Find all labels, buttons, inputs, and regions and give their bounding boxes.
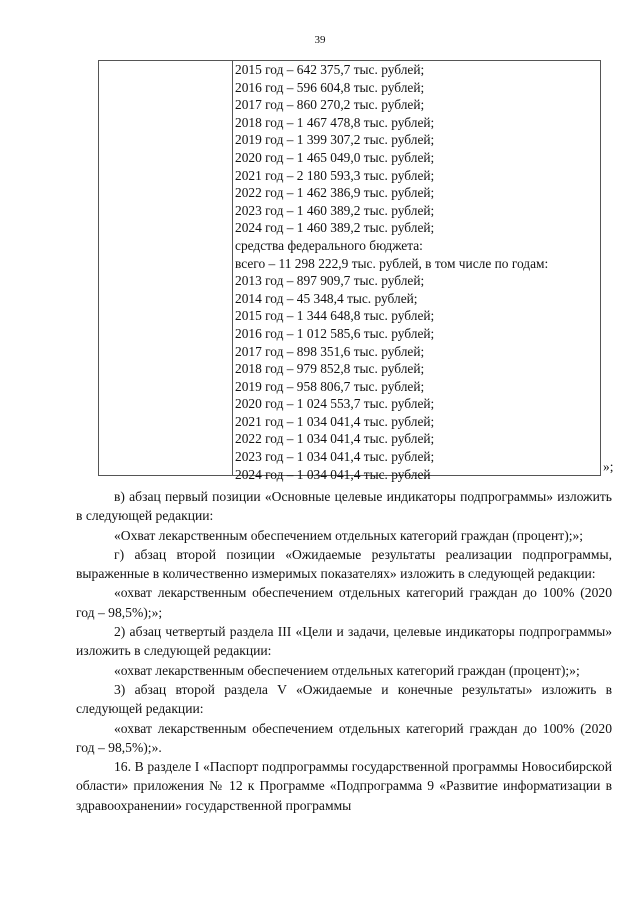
budget-line: 2015 год – 642 375,7 тыс. рублей;: [235, 62, 425, 77]
budget-line: 2015 год – 1 344 648,8 тыс. рублей;: [235, 308, 435, 324]
budget-line: 2019 год – 1 399 307,2 тыс. рублей;: [235, 132, 435, 148]
budget-line: 2022 год – 1 462 386,9 тыс. рублей;: [235, 185, 435, 201]
budget-line: 2023 год – 1 034 041,4 тыс. рублей;: [235, 449, 435, 465]
budget-line: 2017 год – 860 270,2 тыс. рублей;: [235, 97, 425, 113]
budget-lines-list: [235, 61, 595, 483]
paragraph: г) абзац второй позиции «Ожидаемые результаты реализации подпрограммы, выраженные в количественно измеримых показателях» изложить в следующей редакции:: [76, 546, 612, 582]
paragraph: 2) абзац четвертый раздела III «Цели и задачи, целевые индикаторы подпрограммы» изложить в следующей редакции:: [76, 624, 612, 659]
budget-line: 2024 год – 1 034 041,4 тыс. рублей: [235, 466, 431, 482]
budget-line: средства федерального бюджета:: [235, 237, 423, 253]
budget-line: 2014 год – 45 348,4 тыс. рублей;: [235, 290, 418, 306]
paragraph: «Охват лекарственным обеспечением отдельных категорий граждан (процент);»;: [114, 527, 584, 543]
budget-table: [98, 60, 601, 482]
amendment-text: [76, 487, 612, 815]
budget-line: 2022 год – 1 034 041,4 тыс. рублей;: [235, 431, 435, 447]
budget-line: всего – 11 298 222,9 тыс. рублей, в том числе по годам:: [235, 255, 549, 271]
budget-line: 2013 год – 897 909,7 тыс. рублей;: [235, 273, 425, 289]
paragraph: «охват лекарственным обеспечением отдельных категорий граждан до 100% (2020 год – 98,5%);»;: [76, 585, 612, 620]
budget-line: 2016 год – 596 604,8 тыс. рублей;: [235, 79, 425, 95]
paragraph: «охват лекарственным обеспечением отдельных категорий граждан до 100% (2020 год – 98,5%);».: [76, 720, 612, 755]
budget-line: 2018 год – 1 467 478,8 тыс. рублей;: [235, 114, 435, 130]
paragraph: в) абзац первый позиции «Основные целевые индикаторы подпрограммы» изложить в следующей редакции:: [76, 489, 612, 524]
budget-line: 2016 год – 1 012 585,6 тыс. рублей;: [235, 325, 435, 341]
budget-line: 2017 год – 898 351,6 тыс. рублей;: [235, 343, 425, 359]
budget-line: 2021 год – 2 180 593,3 тыс. рублей;: [235, 167, 435, 183]
budget-line: 2024 год – 1 460 389,2 тыс. рублей;: [235, 220, 435, 236]
table-closing-mark: »;: [603, 459, 614, 474]
budget-line: 2020 год – 1 465 049,0 тыс. рублей;: [235, 149, 435, 165]
page-number: 39: [314, 34, 326, 46]
table-column-divider: [232, 61, 233, 475]
paragraph: 16. В разделе I «Паспорт подпрограммы государственной программы Новосибирской области» приложения № 12 к Программе «Подпрограмма 9 «Развитие информатизации в здравоохранении» государственной программы: [76, 759, 612, 813]
paragraph: 3) абзац второй раздела V «Ожидаемые и конечные результаты» изложить в следующей редакции:: [76, 681, 612, 717]
budget-line: 2018 год – 979 852,8 тыс. рублей;: [235, 361, 425, 377]
budget-line: 2020 год – 1 024 553,7 тыс. рублей;: [235, 396, 435, 412]
budget-line: 2019 год – 958 806,7 тыс. рублей;: [235, 378, 425, 394]
paragraph: «охват лекарственным обеспечением отдельных категорий граждан (процент);»;: [114, 662, 580, 678]
budget-line: 2021 год – 1 034 041,4 тыс. рублей;: [235, 413, 435, 429]
budget-line: 2023 год – 1 460 389,2 тыс. рублей;: [235, 202, 435, 218]
